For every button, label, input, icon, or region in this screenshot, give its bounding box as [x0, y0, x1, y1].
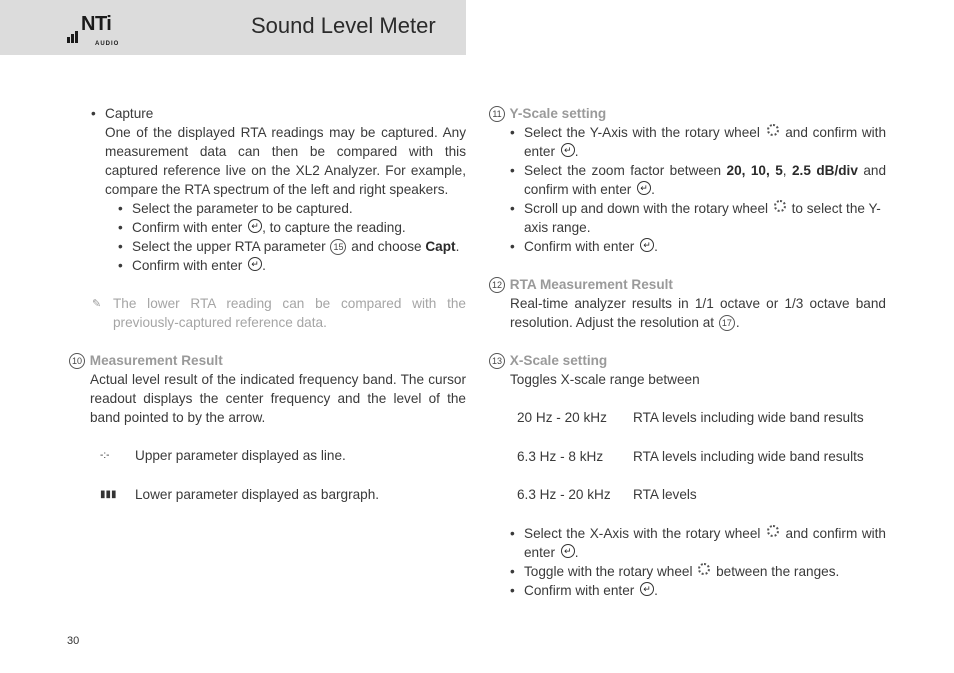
- enter-icon: ↵: [637, 181, 651, 195]
- nti-audio-logo: [67, 13, 127, 47]
- logo-bars-icon: [67, 24, 79, 43]
- section-11-heading: 11 Y-Scale setting: [488, 104, 886, 123]
- section-12-heading: 12 RTA Measurement Result: [488, 275, 886, 294]
- section-10-heading: 10 Measurement Result: [68, 351, 466, 370]
- page-number: 30: [67, 635, 80, 647]
- x-range-row: 20 Hz - 20 kHz RTA levels including wide band results: [517, 410, 864, 425]
- x-bullet-2: • Toggle with the rotary wheel between the ranges.: [510, 562, 886, 581]
- capture-text: One of the displayed RTA readings may be captured. Any measurement data can then be compared with this captured reference live on the XL2 Analyzer. For example, compare the RTA spectrum of the left and right speakers.: [105, 125, 466, 197]
- enter-icon: ↵: [248, 257, 262, 271]
- rotary-wheel-icon: [767, 525, 779, 537]
- step-4: • Confirm with enter ↵ .: [118, 256, 466, 275]
- y-bullet-4: • Confirm with enter ↵ .: [510, 237, 886, 256]
- enter-icon: ↵: [640, 582, 654, 596]
- capture-title: • Capture: [105, 106, 154, 121]
- logo-sub: AUDIO: [95, 41, 120, 47]
- section-13-bullets: [510, 524, 886, 600]
- enter-icon: ↵: [561, 143, 575, 157]
- x-range-row: 6.3 Hz - 8 kHz RTA levels including wide band results: [517, 449, 864, 464]
- pencil-note-icon: ✎: [92, 298, 102, 310]
- legend-line: -:- Upper parameter displayed as line.: [100, 448, 346, 463]
- logo-brand: NTi: [81, 13, 112, 35]
- section-13-heading: 13 X-Scale setting: [488, 351, 886, 370]
- section-10: [68, 351, 466, 427]
- section-12-text: Real-time analyzer results in 1/1 octave or 1/3 octave band resolution. Adjust the resolution at 17 .: [510, 296, 886, 330]
- x-range-row: 6.3 Hz - 20 kHz RTA levels: [517, 487, 697, 502]
- capture-item: [91, 104, 466, 199]
- enter-icon: ↵: [248, 219, 262, 233]
- rotary-wheel-icon: [774, 200, 786, 212]
- enter-icon: ↵: [561, 544, 575, 558]
- page-title: Sound Level Meter: [251, 13, 436, 38]
- x-bullet-1: • Select the X-Axis with the rotary wheel and confirm with enter ↵ .: [510, 524, 886, 562]
- y-bullet-2: • Select the zoom factor between 20, 10, 5, 2.5 dB/div and confirm with enter ↵ .: [510, 161, 886, 199]
- x-bullet-3: • Confirm with enter ↵ .: [510, 581, 886, 600]
- enter-icon: ↵: [640, 238, 654, 252]
- step-1: • Select the parameter to be captured.: [118, 199, 466, 218]
- left-column: [71, 104, 466, 504]
- legend-bar: ▮▮▮ Lower parameter displayed as bargraph.: [100, 487, 380, 502]
- step-3: • Select the upper RTA parameter 15 and choose Capt.: [118, 237, 466, 256]
- note: [90, 294, 466, 332]
- section-13-intro: Toggles X-scale range between: [510, 372, 700, 387]
- page-header: [0, 0, 466, 55]
- line-graph-icon: -:-: [100, 450, 110, 461]
- section-11-bullets: [510, 123, 886, 256]
- capture-steps: [118, 199, 466, 275]
- section-10-text: Actual level result of the indicated frequency band. The cursor readout displays the center frequency and the level of the band pointed to by the arrow.: [90, 372, 466, 425]
- note-text: The lower RTA reading can be compared with the previously-captured reference data.: [113, 296, 466, 330]
- rotary-wheel-icon: [698, 563, 710, 575]
- bar-graph-icon: ▮▮▮: [100, 489, 117, 500]
- y-bullet-3: • Scroll up and down with the rotary wheel to select the Y-axis range.: [510, 199, 886, 237]
- rotary-wheel-icon: [767, 124, 779, 136]
- right-column: [488, 104, 886, 600]
- y-bullet-1: • Select the Y-Axis with the rotary wheel and confirm with enter ↵ .: [510, 123, 886, 161]
- step-2: • Confirm with enter ↵ , to capture the reading.: [118, 218, 466, 237]
